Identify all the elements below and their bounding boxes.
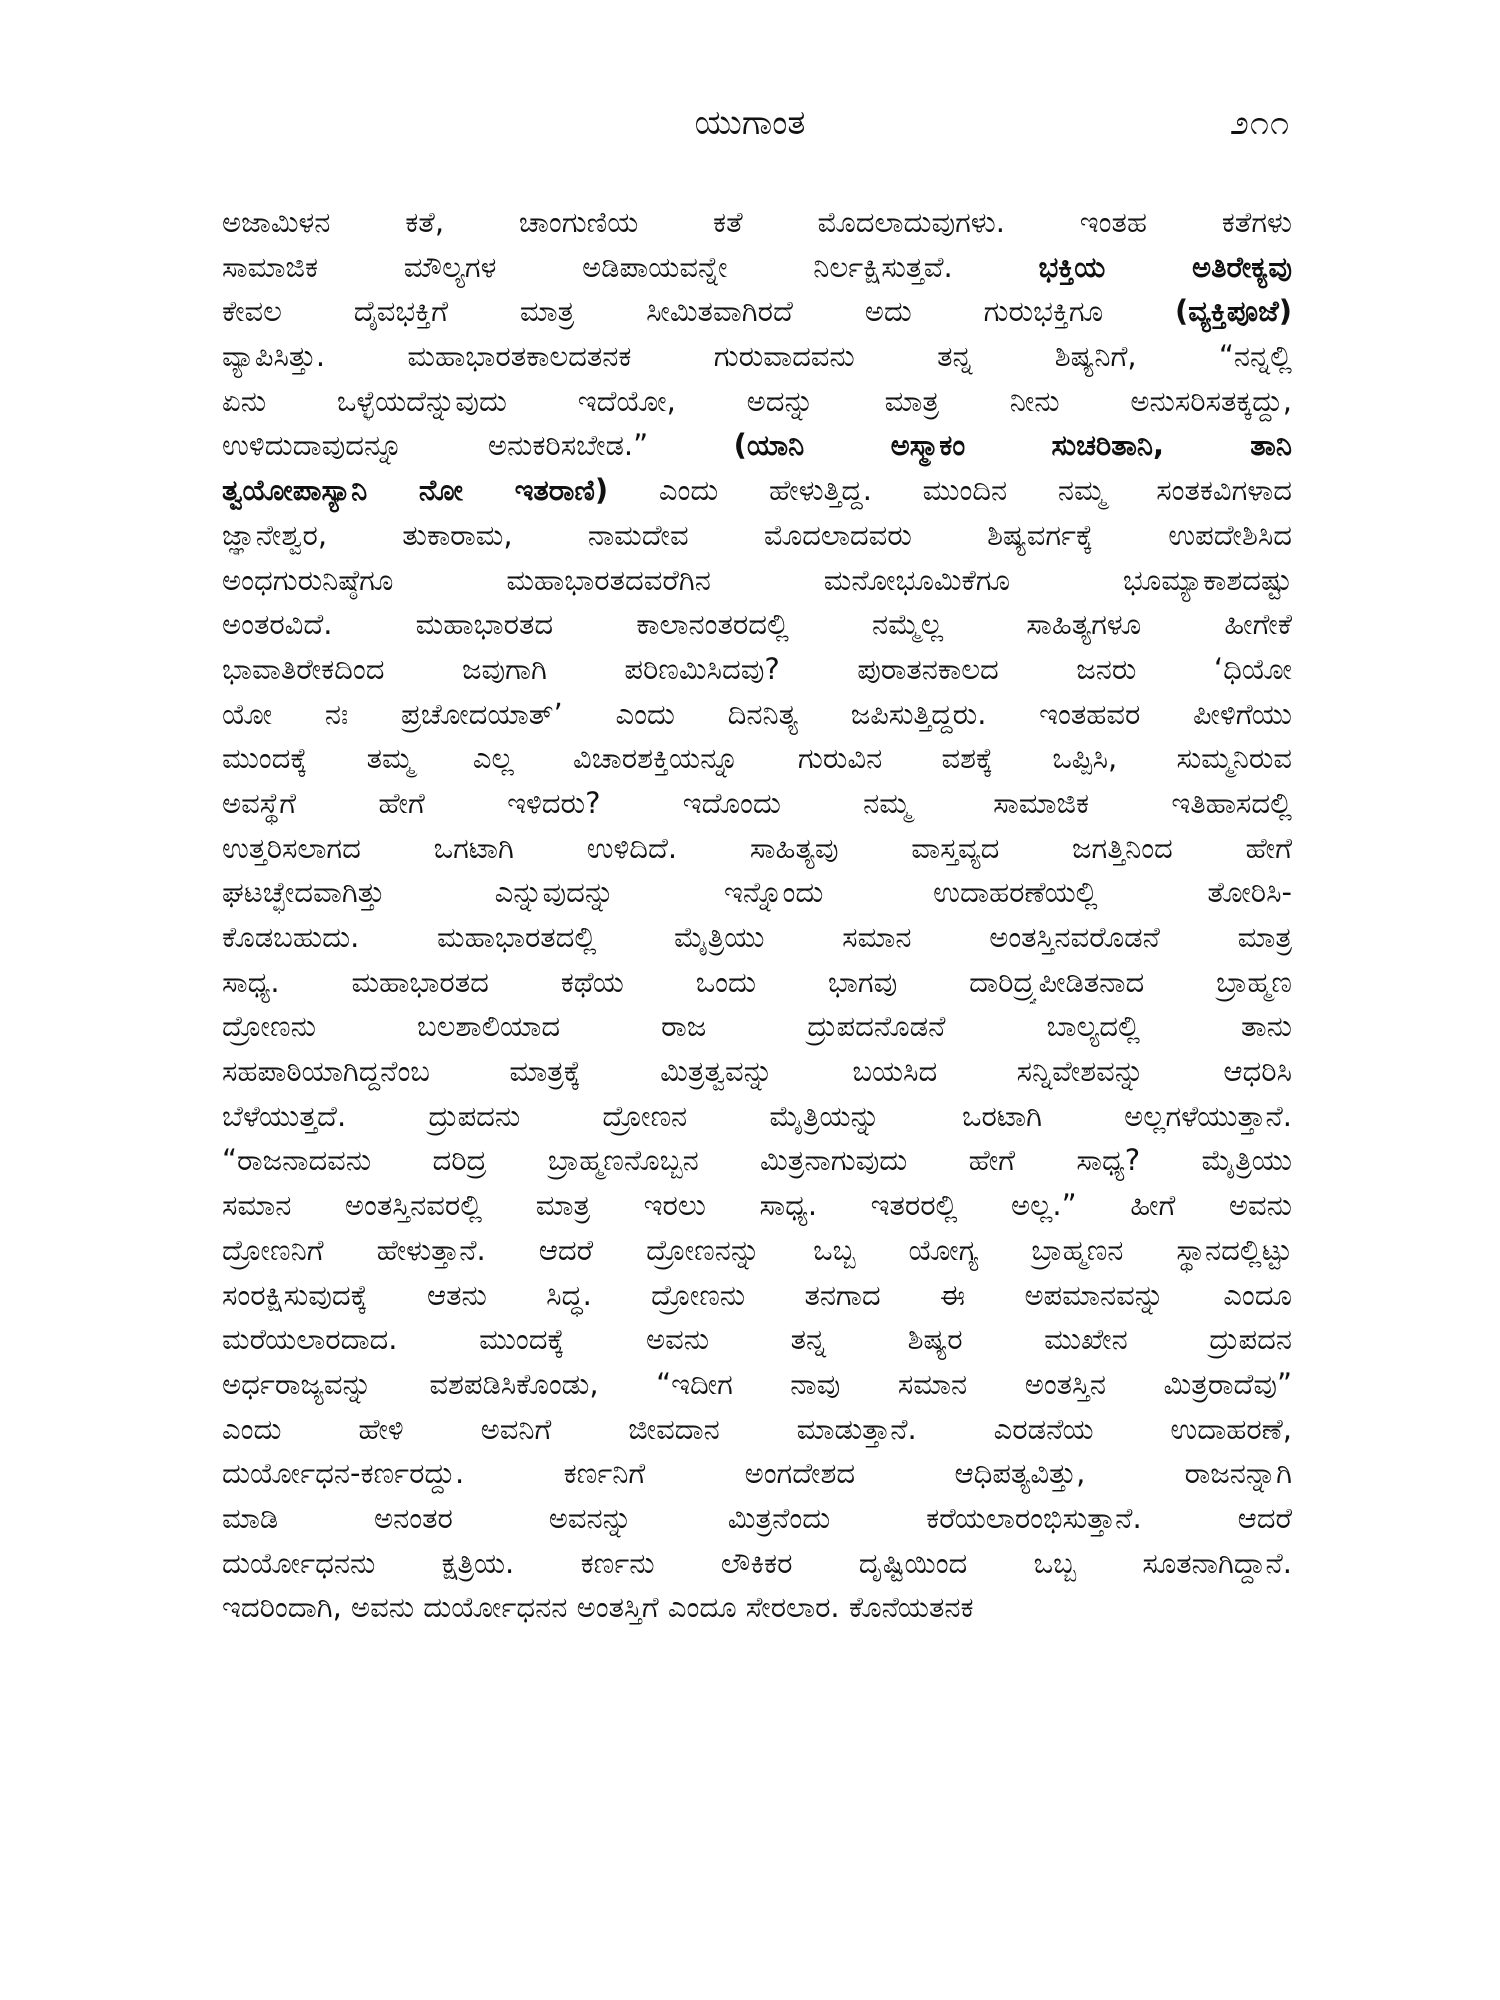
text-segment: ಅಂತರವಿದೆ. ಮಹಾಭಾರತದ ಕಾಲಾನಂತರದಲ್ಲಿ ನಮ್ಮೆಲ್ಲ ಸಾಹಿತ್ಯಗಳೂ ಹೀಗೇಕೆ xyxy=(222,607,1292,642)
text-line xyxy=(222,870,1292,915)
text-segment: ಏನು ಒಳ್ಳೆಯದೆನ್ನುವುದು ಇದೆಯೋ, ಅದನ್ನು ಮಾತ್ರ ನೀನು ಅನುಸರಿಸತಕ್ಕದ್ದು, xyxy=(222,383,1292,418)
text-segment: ಉತ್ತರಿಸಲಾಗದ ಒಗಟಾಗಿ ಉಳಿದಿದೆ. ಸಾಹಿತ್ಯವು ವಾಸ್ತವ್ಯದ ಜಗತ್ತಿನಿಂದ ಹೇಗೆ xyxy=(222,830,1292,865)
text-line xyxy=(222,1183,1292,1228)
text-segment: ಜ್ಞಾನೇಶ್ವರ, ತುಕಾರಾಮ, ನಾಮದೇವ ಮೊದಲಾದವರು ಶಿಷ್ಯವರ್ಗಕ್ಕೆ ಉಪದೇಶಿಸಿದ xyxy=(222,517,1292,552)
text-segment: ಉಳಿದುದಾವುದನ್ನೂ ಅನುಕರಿಸಬೇಡ.” xyxy=(222,428,734,463)
text-line xyxy=(222,513,1292,558)
text-segment: ಯೋ ನಃ ಪ್ರಚೋದಯಾತ್’ ಎಂದು ದಿನನಿತ್ಯ ಜಪಿಸುತ್ತಿದ್ದರು. ಇಂತಹವರ ಪೀಳಿಗೆಯು xyxy=(222,696,1292,731)
text-line xyxy=(222,423,1292,468)
text-line xyxy=(222,558,1292,603)
text-segment: ದುರ್ಯೋಧನನು ಕ್ಷತ್ರಿಯ. ಕರ್ಣನು ಲೌಕಿಕರ ದೃಷ್ಟಿಯಿಂದ ಒಬ್ಬ ಸೂತನಾಗಿದ್ದಾನೆ. xyxy=(222,1545,1292,1580)
bold-text-segment: (ವ್ಯಕ್ತಿಪೂಜೆ) xyxy=(1174,294,1292,329)
bold-text-segment: ಭಕ್ತಿಯ ಅತಿರೇಕ್ಯವು xyxy=(1038,249,1292,284)
bold-text-segment: (ಯಾನಿ ಅಸ್ಮಾಕಂ ಸುಚರಿತಾನಿ, ತಾನಿ xyxy=(733,428,1292,463)
text-line xyxy=(222,736,1292,781)
text-line xyxy=(222,1004,1292,1049)
text-segment: ಅರ್ಧರಾಜ್ಯವನ್ನು ವಶಪಡಿಸಿಕೊಂಡು, “ಇದೀಗ ನಾವು ಸಮಾನ ಅಂತಸ್ತಿನ ಮಿತ್ರರಾದೆವು” xyxy=(222,1366,1292,1401)
text-line xyxy=(222,826,1292,871)
text-line xyxy=(222,1451,1292,1496)
text-line xyxy=(222,1138,1292,1183)
text-segment: ಬೆಳೆಯುತ್ತದೆ. ದ್ರುಪದನು ದ್ರೋಣನ ಮೈತ್ರಿಯನ್ನು ಒರಟಾಗಿ ಅಲ್ಲಗಳೆಯುತ್ತಾನೆ. xyxy=(222,1098,1292,1133)
text-line xyxy=(222,468,1292,513)
text-segment: ಅವಸ್ಥೆಗೆ ಹೇಗೆ ಇಳಿದರು? ಇದೊಂದು ನಮ್ಮ ಸಾಮಾಜಿಕ ಇತಿಹಾಸದಲ್ಲಿ xyxy=(222,785,1292,820)
body-text xyxy=(222,200,1292,1960)
text-line xyxy=(222,379,1292,424)
text-line xyxy=(222,245,1292,290)
text-line xyxy=(222,1228,1292,1273)
text-segment: ಕೊಡಬಹುದು. ಮಹಾಭಾರತದಲ್ಲಿ ಮೈತ್ರಿಯು ಸಮಾನ ಅಂತಸ್ತಿನವರೊಡನೆ ಮಾತ್ರ xyxy=(222,920,1292,954)
text-line xyxy=(222,1317,1292,1362)
text-line xyxy=(222,692,1292,737)
text-line xyxy=(222,1407,1292,1452)
text-line xyxy=(222,960,1292,1005)
text-segment: ಸಾಮಾಜಿಕ ಮೌಲ್ಯಗಳ ಅಡಿಪಾಯವನ್ನೇ ನಿರ್ಲಕ್ಷಿಸುತ್ತವೆ. xyxy=(222,249,1039,284)
text-segment: ದುರ್ಯೋಧನ-ಕರ್ಣರದ್ದು. ಕರ್ಣನಿಗೆ ಅಂಗದೇಶದ ಆಧಿಪತ್ಯವಿತ್ತು, ರಾಜನನ್ನಾಗಿ xyxy=(222,1456,1292,1491)
text-segment: ಎಂದು ಹೇಳುತ್ತಿದ್ದ. ಮುಂದಿನ ನಮ್ಮ ಸಂತಕವಿಗಳಾದ xyxy=(608,473,1292,508)
text-segment: ವ್ಯಾಪಿಸಿತ್ತು. ಮಹಾಭಾರತಕಾಲದತನಕ ಗುರುವಾದವನು ತನ್ನ ಶಿಷ್ಯನಿಗೆ, “ನನ್ನಲ್ಲಿ xyxy=(222,339,1292,374)
text-segment: ಕೇವಲ ದೈವಭಕ್ತಿಗೆ ಮಾತ್ರ ಸೀಮಿತವಾಗಿರದೆ ಅದು ಗುರುಭಕ್ತಿಗೂ xyxy=(222,294,1175,329)
text-line xyxy=(222,1049,1292,1094)
text-segment: ಮುಂದಕ್ಕೆ ತಮ್ಮ ಎಲ್ಲ ವಿಚಾರಶಕ್ತಿಯನ್ನೂ ಗುರುವಿನ ವಶಕ್ಕೆ ಒಪ್ಪಿಸಿ, ಸುಮ್ಮನಿರುವ xyxy=(222,741,1292,776)
text-segment: ಎಂದು ಹೇಳಿ ಅವನಿಗೆ ಜೀವದಾನ ಮಾಡುತ್ತಾನೆ. ಎರಡನೆಯ ಉದಾಹರಣೆ, xyxy=(222,1411,1292,1446)
text-line xyxy=(222,289,1292,334)
text-segment: ಸಮಾನ ಅಂತಸ್ತಿನವರಲ್ಲಿ ಮಾತ್ರ ಇರಲು ಸಾಧ್ಯ. ಇತರರಲ್ಲಿ ಅಲ್ಲ.” ಹೀಗೆ ಅವನು xyxy=(222,1188,1292,1223)
text-segment: ಅಜಾಮಿಳನ ಕತೆ, ಚಾಂಗುಣಿಯ ಕತೆ ಮೊದಲಾದುವುಗಳು. ಇಂತಹ ಕತೆಗಳು xyxy=(222,205,1292,239)
text-segment: ಭಾವಾತಿರೇಕದಿಂದ ಜವುಗಾಗಿ ಪರಿಣಮಿಸಿದವು? ಪುರಾತನಕಾಲದ ಜನರು ‘ಧಿಯೋ xyxy=(222,651,1292,686)
text-segment: ಮರೆಯಲಾರದಾದ. ಮುಂದಕ್ಕೆ ಅವನು ತನ್ನ ಶಿಷ್ಯರ ಮುಖೇನ ದ್ರುಪದನ xyxy=(222,1322,1292,1357)
text-line xyxy=(222,915,1292,960)
text-segment: ಅಂಧಗುರುನಿಷ್ಠೆಗೂ ಮಹಾಭಾರತದವರೆಗಿನ ಮನೋಭೂಮಿಕೆಗೂ ಭೂಮ್ಯಾಕಾಶದಷ್ಟು xyxy=(222,562,1292,597)
text-line xyxy=(222,1362,1292,1407)
text-line xyxy=(222,1273,1292,1318)
bold-text-segment: ತ್ವಯೋಪಾಸ್ಯಾನಿ ನೋ ಇತರಾಣಿ) xyxy=(222,473,609,508)
text-segment: ಇದರಿಂದಾಗಿ, ಅವನು ದುರ್ಯೋಧನನ ಅಂತಸ್ತಿಗೆ ಎಂದೂ ಸೇರಲಾರ. ಕೊನೆಯತನಕ xyxy=(222,1590,974,1625)
text-segment: ದ್ರೋಣನು ಬಲಶಾಲಿಯಾದ ರಾಜ ದ್ರುಪದನೊಡನೆ ಬಾಲ್ಯದಲ್ಲಿ ತಾನು xyxy=(222,1009,1292,1044)
text-line xyxy=(222,1585,1292,1630)
text-line xyxy=(222,1496,1292,1541)
running-head xyxy=(0,98,1500,148)
text-segment: ಸಹಪಾಠಿಯಾಗಿದ್ದನೆಂಬ ಮಾತ್ರಕ್ಕೆ ಮಿತ್ರತ್ವವನ್ನು ಬಯಸಿದ ಸನ್ನಿವೇಶವನ್ನು ಆಧರಿಸಿ xyxy=(222,1054,1292,1089)
text-segment: ಘಟಚ್ಛೇದವಾಗಿತ್ತು ಎನ್ನುವುದನ್ನು ಇನ್ನೊಂದು ಉದಾಹರಣೆಯಲ್ಲಿ ತೋರಿಸಿ- xyxy=(222,875,1292,910)
page-number: ೨೧೧ xyxy=(1229,103,1290,143)
text-segment: “ರಾಜನಾದವನು ದರಿದ್ರ ಬ್ರಾಹ್ಮಣನೊಬ್ಬನ ಮಿತ್ರನಾಗುವುದು ಹೇಗೆ ಸಾಧ್ಯ? ಮೈತ್ರಿಯು xyxy=(222,1143,1292,1178)
text-line xyxy=(222,200,1292,245)
running-title: ಯುಗಾಂತ xyxy=(694,103,806,143)
text-segment: ಮಾಡಿ ಅನಂತರ ಅವನನ್ನು ಮಿತ್ರನೆಂದು ಕರೆಯಲಾರಂಭಿಸುತ್ತಾನೆ. ಆದರೆ xyxy=(222,1500,1292,1535)
text-segment: ದ್ರೋಣನಿಗೆ ಹೇಳುತ್ತಾನೆ. ಆದರೆ ದ್ರೋಣನನ್ನು ಒಬ್ಬ ಯೋಗ್ಯ ಬ್ರಾಹ್ಮಣನ ಸ್ಥಾನದಲ್ಲಿಟ್ಟು xyxy=(222,1232,1292,1267)
text-line xyxy=(222,1541,1292,1586)
text-line xyxy=(222,781,1292,826)
text-line xyxy=(222,647,1292,692)
text-segment: ಸಾಧ್ಯ. ಮಹಾಭಾರತದ ಕಥೆಯ ಒಂದು ಭಾಗವು ದಾರಿದ್ರ್ಯಪೀಡಿತನಾದ ಬ್ರಾಹ್ಮಣ xyxy=(222,964,1292,999)
text-line xyxy=(222,602,1292,647)
text-segment: ಸಂರಕ್ಷಿಸುವುದಕ್ಕೆ ಆತನು ಸಿದ್ಧ. ದ್ರೋಣನು ತನಗಾದ ಈ ಅಪಮಾನವನ್ನು ಎಂದೂ xyxy=(222,1277,1292,1312)
text-line xyxy=(222,334,1292,379)
text-line xyxy=(222,1094,1292,1139)
